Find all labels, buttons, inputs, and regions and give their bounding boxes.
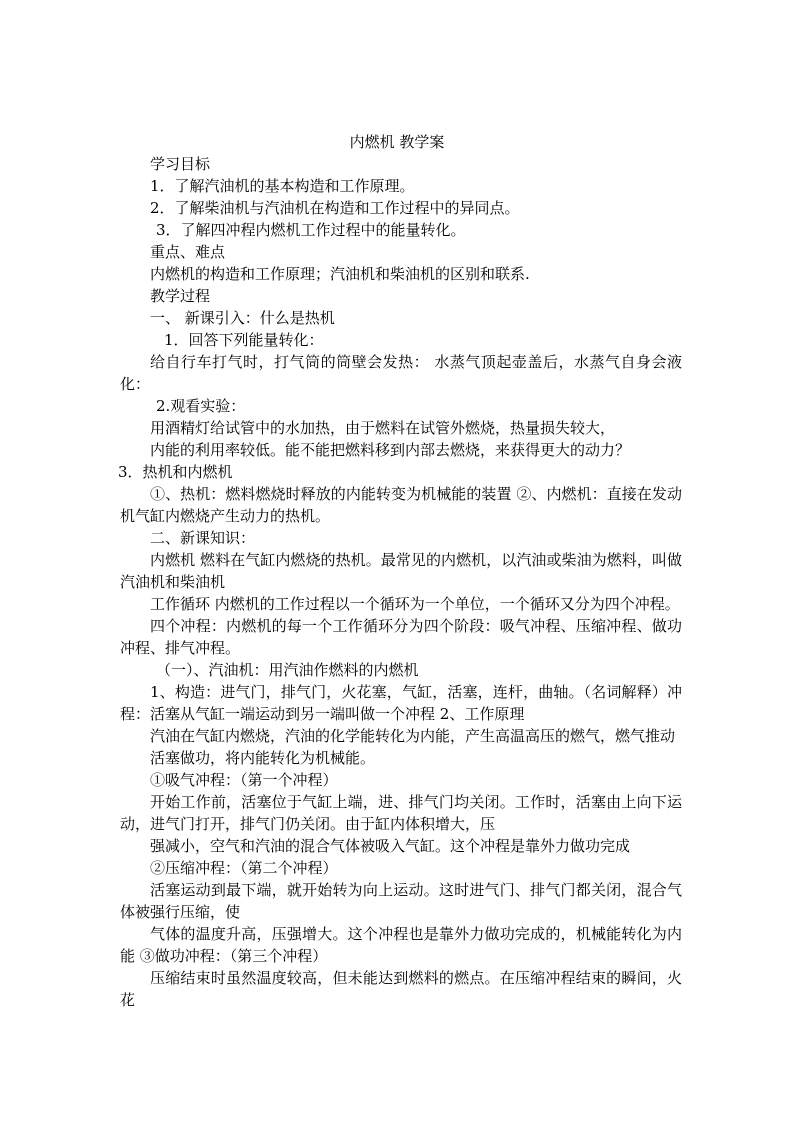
- section-heading: 一、 新课引入：什么是热机: [150, 309, 335, 327]
- goal-item: 3．了解四冲程内燃机工作过程中的能量转化。: [156, 221, 466, 239]
- heading-teaching-process: 教学过程: [150, 287, 211, 305]
- section-heading: 二、新课知识：: [150, 529, 256, 547]
- document-title: 内燃机 教学案: [349, 133, 445, 151]
- paragraph: 内燃机 燃料在气缸内燃烧的热机。最常见的内燃机，以汽油或柴油为燃料，叫做汽油机和柴油机: [120, 551, 682, 591]
- paragraph: 活塞做功，将内能转化为机械能。: [150, 749, 376, 767]
- goal-item: 2．了解柴油机与汽油机在构造和工作过程中的异同点。: [150, 199, 520, 217]
- heading-learning-goals: 学习目标: [150, 155, 211, 173]
- paragraph: 强减小，空气和汽油的混合气体被吸入气缸。这个冲程是靠外力做功完成: [150, 837, 631, 855]
- document-body: [120, 153, 682, 1011]
- goal-item: 1．了解汽油机的基本构造和工作原理。: [150, 177, 415, 195]
- subsection-heading: （一）、汽油机：用汽油作燃料的内燃机: [156, 661, 419, 679]
- list-item: 2.观看实验：: [156, 397, 246, 415]
- paragraph: ①、热机：燃料燃烧时释放的内能转变为机械能的装置 ②、内燃机：直接在发动机气缸内燃烧产生动力的热机。: [120, 485, 682, 525]
- stroke-heading: ②压缩冲程：（第二个冲程）: [150, 859, 338, 877]
- list-item: 3．热机和内燃机: [118, 463, 233, 481]
- paragraph: 1、构造：进气门，排气门，火花塞，气缸，活塞，连杆，曲轴。（名词解释）冲程：活塞从气缸一端运动到另一端叫做一个冲程 2、工作原理: [120, 683, 682, 723]
- paragraph: 给自行车打气时，打气筒的筒壁会发热： 水蒸气顶起壶盖后，水蒸气自身会液化：: [120, 353, 682, 393]
- paragraph: 内能的利用率较低。能不能把燃料移到内部去燃烧，来获得更大的动力？: [150, 441, 631, 459]
- heading-key-points: 重点、难点: [150, 243, 226, 261]
- paragraph: 汽油在气缸内燃烧，汽油的化学能转化为内能，产生高温高压的燃气，燃气推动: [150, 727, 676, 745]
- list-item: 1．回答下列能量转化：: [164, 331, 324, 349]
- paragraph: 压缩结束时虽然温度较高，但未能达到燃料的燃点。在压缩冲程结束的瞬间，火花: [120, 969, 682, 1009]
- stroke-heading: ①吸气冲程：（第一个冲程）: [150, 771, 338, 789]
- paragraph: 用酒精灯给试管中的水加热，由于燃料在试管外燃烧，热量损失较大，: [150, 419, 616, 437]
- paragraph: 工作循环 内燃机的工作过程以一个循环为一个单位，一个循环又分为四个冲程。: [150, 595, 680, 613]
- paragraph: 四个冲程：内燃机的每一个工作循环分为四个阶段：吸气冲程、压缩冲程、做功冲程、排气冲程。: [120, 617, 682, 657]
- paragraph: 内燃机的构造和工作原理；汽油机和柴油机的区别和联系.: [150, 265, 530, 283]
- paragraph: 气体的温度升高，压强增大。这个冲程也是靠外力做功完成的，机械能转化为内能 ③做功冲程：（第三个冲程）: [120, 925, 682, 965]
- paragraph: 开始工作前，活塞位于气缸上端，进、排气门均关闭。工作时，活塞由上向下运动，进气门打开，排气门仍关闭。由于缸内体积增大，压: [120, 793, 682, 833]
- paragraph: 活塞运动到最下端，就开始转为向上运动。这时进气门、排气门都关闭，混合气体被强行压缩，使: [120, 881, 682, 921]
